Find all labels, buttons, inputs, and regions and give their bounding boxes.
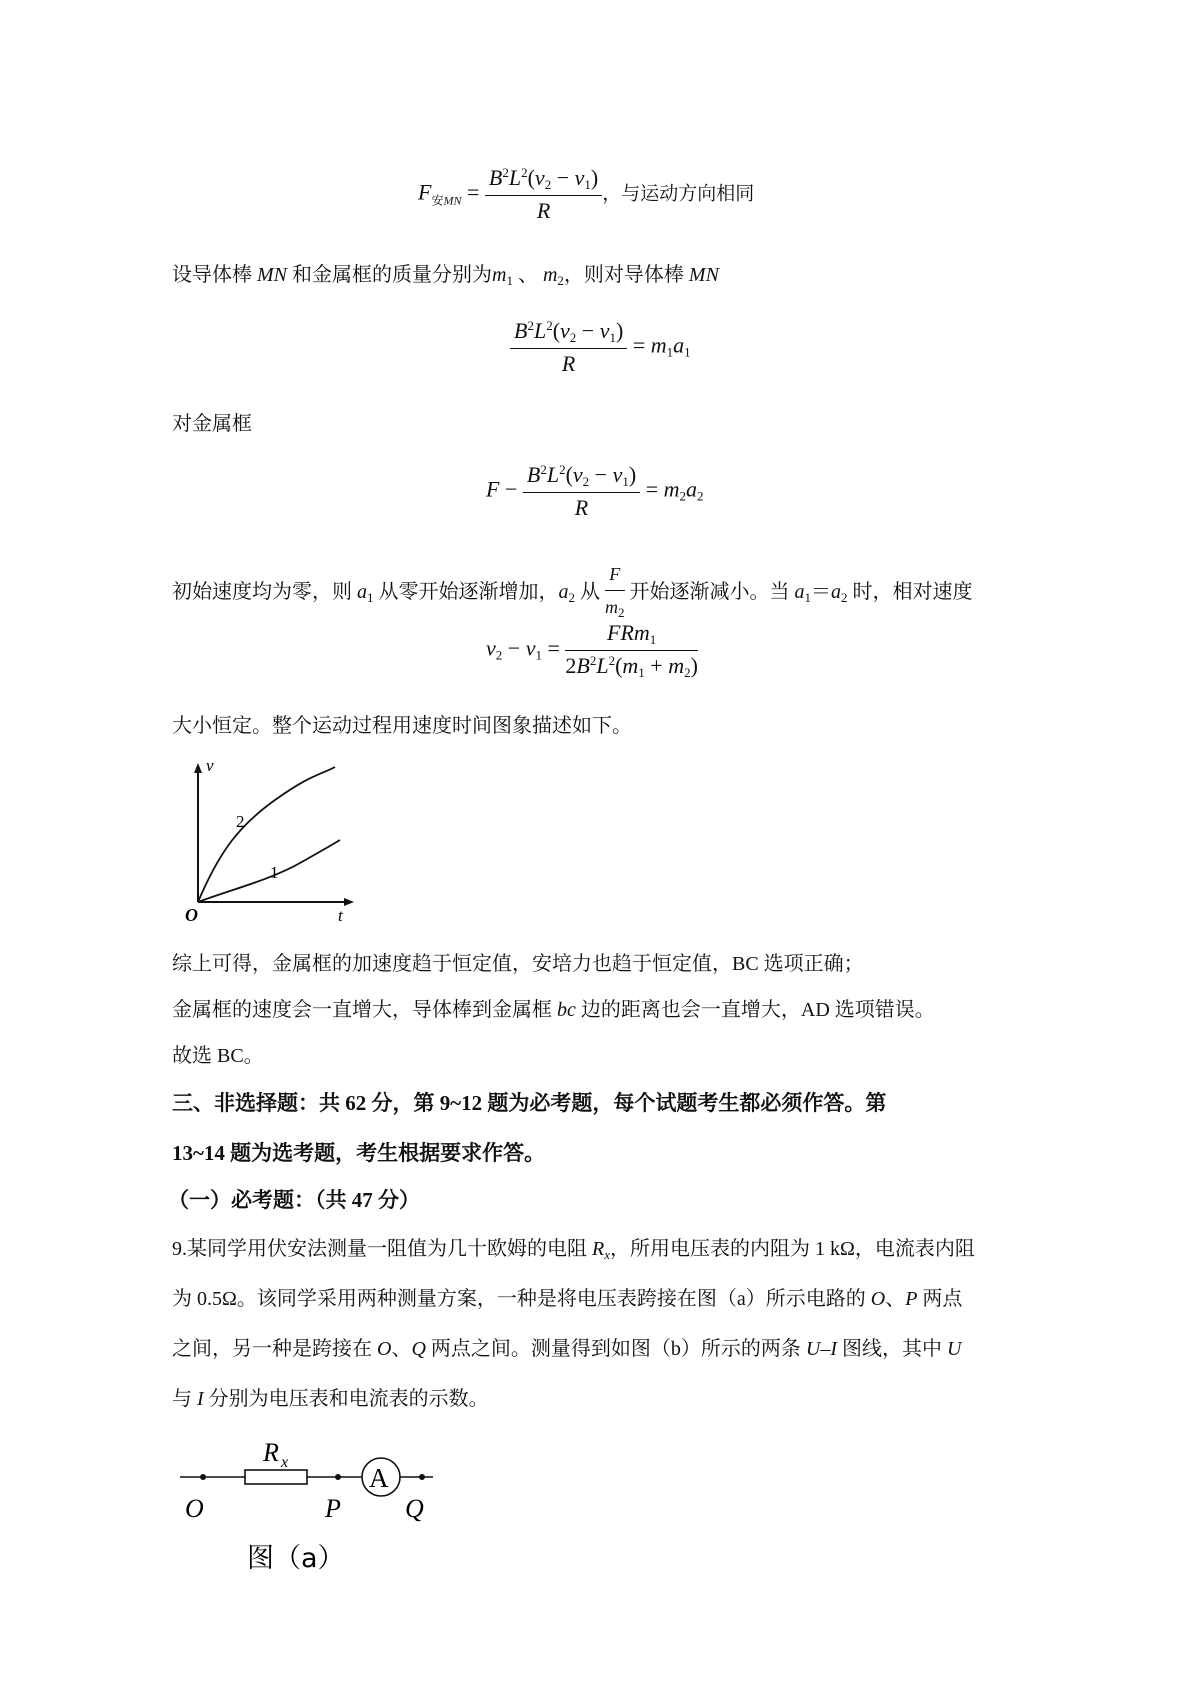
text-answer: 故选 BC。 [172, 1045, 264, 1067]
figure-a-caption: 图（a） [247, 1543, 345, 1574]
text-initial-velocity: 初始速度均为零，则 $a_1$ 从零开始逐渐增加，$a_2$ 从 $\frac{F}{m_2}$ 开始逐渐减小。当 $a_1=a_2$ 时，相对速度 [172, 560, 973, 627]
question-9-line-3: 之间，另一种是跨接在 O、Q 两点之间。测量得到如图（b）所示的两条 U–I 图线，其中 U [172, 1338, 962, 1360]
circuit-diagram-a [175, 1425, 475, 1595]
graph-curve-2-label: 2 [236, 812, 245, 831]
node-o-label: O [185, 1494, 204, 1523]
curve-frame-2 [198, 767, 335, 902]
resistor-subscript: x [281, 1454, 289, 1471]
resistor-label: R [263, 1438, 279, 1467]
question-9-line-2: 为 0.5Ω。该同学采用两种测量方案，一种是将电压表跨接在图（a）所示电路的 O、P 两点 [172, 1288, 963, 1310]
equation-1-suffix: ，与运动方向相同 [602, 182, 755, 205]
equation-frame-newton: F − $\frac{B^2L^2(v_2 - v_1)}{R}$ = $m_2a_2$ [486, 462, 704, 520]
graph-x-arrow [344, 898, 354, 906]
graph-y-arrow [194, 763, 202, 773]
graph-curve-1-label: 1 [270, 863, 279, 882]
graph-axis-t-label: t [338, 906, 343, 925]
subsection-heading: （一）必考题：（共 47 分） [168, 1188, 420, 1212]
node-p-dot [335, 1474, 341, 1480]
text-conclusion-bc: 综上可得，金属框的加速度趋于恒定值，安培力也趋于恒定值，BC 选项正确； [172, 953, 864, 975]
question-9-line-1: 9.某同学用伏安法测量一阻值为几十欧姆的电阻 $R_x$，所用电压表的内阻为 1 kΩ，电流表内阻 [172, 1238, 975, 1262]
equation-relative-velocity: $v_2 - v_1$ = $\frac{FRm_1}{2B^2L^2(m_1 + m_2)}$ [486, 620, 698, 680]
section-heading-line-2: 13~14 题为选考题，考生根据要求作答。 [172, 1141, 546, 1165]
node-p-label: P [325, 1494, 341, 1523]
text-for-frame: 对金属框 [172, 413, 252, 435]
ammeter-label: A [369, 1463, 389, 1493]
section-heading-line-1: 三、非选择题：共 62 分，第 9~12 题为必考题，每个试题考生都必须作答。第 [172, 1091, 887, 1115]
node-q-dot [419, 1474, 425, 1480]
node-o-dot [200, 1474, 206, 1480]
text-masses: 设导体棒 MN 和金属框的质量分别为$m_1$ 、 $m_2$，则对导体棒 MN [172, 264, 719, 288]
text-conclusion-ad: 金属框的速度会一直增大，导体棒到金属框 bc 边的距离也会一直增大，AD 选项错误。 [172, 999, 935, 1021]
curve-rod-1 [198, 840, 340, 902]
subscript-an: 安 [431, 193, 444, 208]
graph-origin-label: O [185, 905, 198, 925]
graph-axis-v-label: v [206, 756, 214, 775]
equation-rod-newton: $\frac{B^2L^2(v_2 - v_1)}{R}$ = $m_1a_1$ [510, 318, 691, 377]
text-constant-magnitude: 大小恒定。整个运动过程用速度时间图象描述如下。 [172, 715, 632, 737]
equation-ampere-force-mn: $F_{安MN}$ = $\frac{B^2L^2(v_2 - v_1)}{R}$ ，与运动方向相同 [418, 165, 755, 223]
velocity-time-graph [180, 755, 380, 925]
question-9-line-4: 与 I 分别为电压表和电流表的示数。 [172, 1388, 489, 1410]
resistor-rx [245, 1470, 307, 1484]
node-q-label: Q [405, 1494, 424, 1523]
